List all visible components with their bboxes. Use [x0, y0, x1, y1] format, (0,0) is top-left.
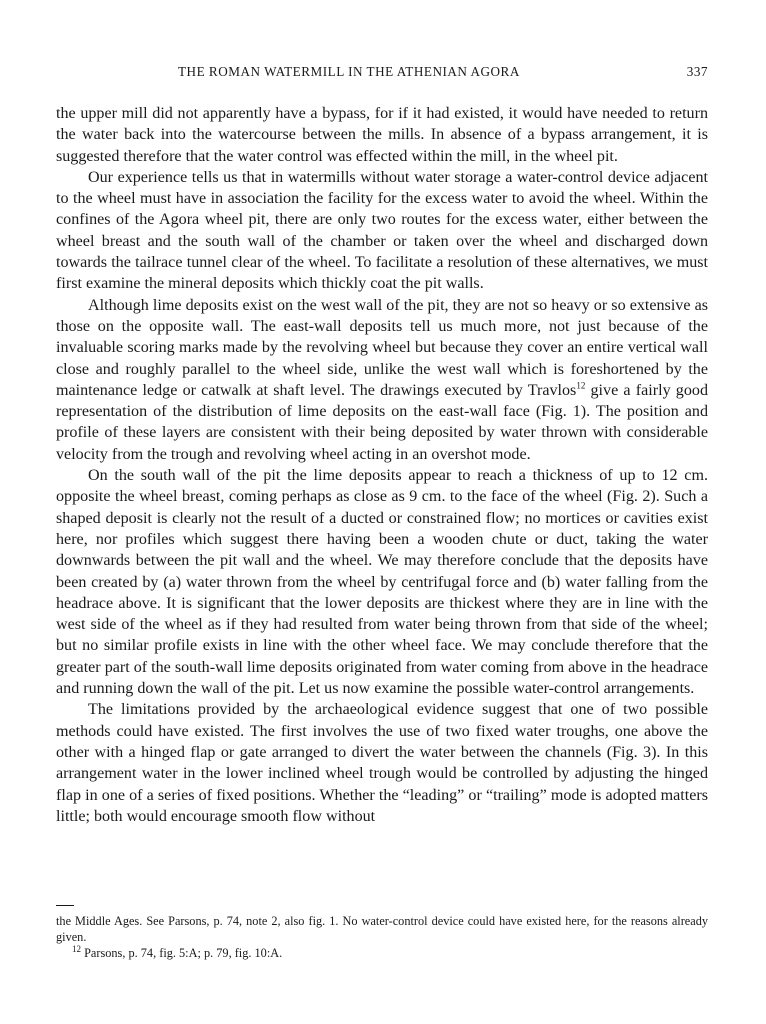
page-number: 337: [686, 64, 708, 79]
footnote-12: [56, 945, 708, 961]
running-header: [56, 64, 708, 84]
paragraph-3-text-a: Although lime deposits exist on the west wall of the pit, they are not so heavy or so extensive as those on the opposite wall. The east-wall deposits tell us much more, not just because of the invaluable scoring marks made by the revolving wheel but because they cover an entire vertical wall close and roughly parallel to the wheel side, unlike the west wall which is foreshortened by the maintenance ledge or catwalk at shaft level. The drawings executed by Travlos: [56, 296, 708, 399]
footnote-rule: [56, 905, 74, 906]
footnotes: [56, 913, 708, 961]
footnote-ref-12: 12: [576, 380, 586, 391]
paragraph-2: Our experience tells us that in watermills without water storage a water-control device adjacent to the wheel must have in association the facility for the excess water to avoid the wheel. Within the confines of the Agora wheel pit, there are only two routes for the excess water, either between the wheel breast and the south wall of the chamber or taken over the wheel and discharged down towards the tailrace tunnel clear of the wheel. To facilitate a resolution of these alternatives, we must first examine the mineral deposits which thickly coat the pit walls.: [56, 168, 708, 293]
paragraph-5: The limitations provided by the archaeological evidence suggest that one of two possible methods could have existed. The first involves the use of two fixed water troughs, one above the other with a hinged flap or gate arranged to divert the water between the channels (Fig. 3). In this arrangement water in the lower inclined wheel trough would be controlled by adjusting the hinged flap in one of a series of fixed positions. Whether the “leading” or “trailing” mode is adopted matters little; both would encourage smooth flow without: [56, 701, 708, 825]
footnote-continued: the Middle Ages. See Parsons, p. 74, note 2, also fig. 1. No water-control device could have existed here, for the reasons already given.: [56, 914, 708, 944]
footnote-12-text: Parsons, p. 74, fig. 5:A; p. 79, fig. 10:A.: [81, 946, 283, 960]
paragraph-3-text-b: give a fairly good representation of the distribution of lime deposits on the east-wall face (Fig. 1). The position and profile of these layers are consistent with their being deposited by water thrown with considerable velocity from the trough and revolving wheel acting in an overshot mode.: [56, 381, 708, 463]
main-text: [56, 103, 708, 827]
running-title: THE ROMAN WATERMILL IN THE ATHENIAN AGORA: [178, 64, 520, 79]
paragraph-4: On the south wall of the pit the lime deposits appear to reach a thickness of up to 12 cm. opposite the wheel breast, coming perhaps as close as 9 cm. to the face of the wheel (Fig. 2). Such a shaped deposit is clearly not the result of a ducted or constrained flow; no mortices or cavities exist here, nor profiles which suggest there having been a wooden chute or duct, taking the water downwards between the pit wall and the wheel. We may therefore conclude that the deposits have been created by (a) water thrown from the wheel by centrifugal force and (b) water falling from the headrace above. It is significant that the lower deposits are thickest where they are in line with the west side of the wheel as if they had resulted from water being thrown from that side of the wheel; but no similar profile exists in line with the other wheel face. We may conclude therefore that the greater part of the south-wall lime deposits originated from water coming from above in the headrace and running down the wall of the pit. Let us now examine the possible water-control arrangements.: [56, 467, 709, 698]
paragraph-3: [56, 295, 708, 465]
footnote-12-marker: 12: [72, 943, 81, 954]
paragraph-1: the upper mill did not apparently have a bypass, for if it had existed, it would have needed to return the water back into the watercourse between the mills. In absence of a bypass arrangement, it is suggested therefore that the water control was effected within the mill, in the wheel pit.: [56, 105, 708, 165]
